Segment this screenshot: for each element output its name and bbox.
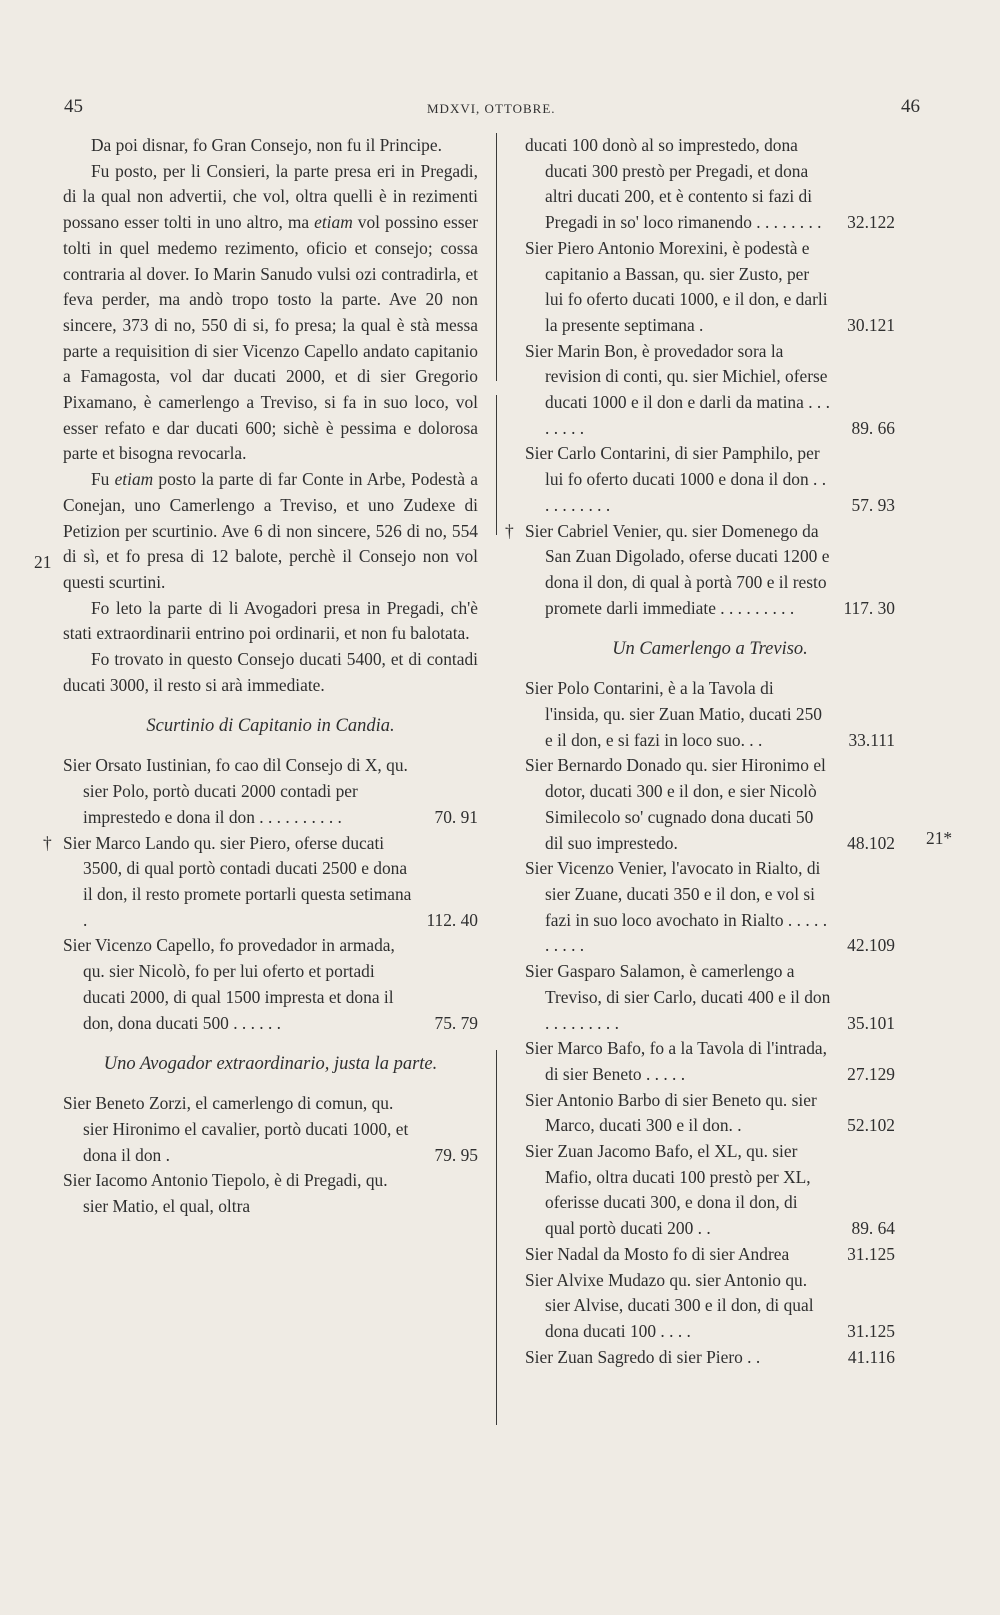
section-heading: Uno Avogador extraordinario, justa la parte.: [103, 1054, 438, 1075]
paragraph: Da poi disnar, fo Gran Consejo, non fu il Principe.: [91, 135, 442, 155]
candidate-entry: [63, 933, 478, 1036]
candidate-text: Sier Orsato Iustinian, fo cao dil Consejo di X, qu. sier Polo, portò ducati 2000 contadi per imprestedo e dona il don . . . . . . . . . .: [63, 755, 408, 827]
candidate-list: [63, 1091, 478, 1220]
vote-count: 52.102: [847, 1115, 895, 1136]
vote-count: 31.125: [847, 1320, 895, 1341]
vote-count: 117. 30: [843, 597, 895, 618]
paragraph: Fo trovato in questo Consejo ducati 5400, et di contadi ducati 3000, il resto si arà immediate.: [63, 649, 478, 695]
column-rule-upper: [496, 133, 497, 381]
left-page-number: 45: [64, 96, 83, 117]
candidate-text: ducati 100 donò al so imprestedo, dona ducati 300 prestò per Pregadi, et dona altri ducati 200, et è contento si fazi di Pregadi in so' loco rimanendo . . . . . . . .: [525, 135, 822, 233]
right-page-number: 46: [901, 96, 920, 117]
candidate-text: Sier Piero Antonio Morexini, è podestà e capitanio a Bassan, qu. sier Zusto, per lui fo oferto ducati 1000, e il don, e darli la presente septimana .: [525, 237, 828, 335]
candidate-text: Sier Polo Contarini, è a la Tavola di l'insida, qu. sier Zuan Matio, ducati 250 e il don, e si fazi in loco suo. . .: [525, 678, 822, 750]
column-rule-lower: [496, 1050, 497, 1425]
vote-count: 48.102: [847, 832, 895, 853]
margin-note-right: 21*: [926, 828, 953, 848]
candidate-entry: [63, 753, 478, 830]
candidate-text: Sier Vicenzo Capello, fo provedador in armada, qu. sier Nicolò, fo per lui oferto et portadi ducati 2000, di qual 1500 impresta et dona il don, dona ducati 500 . . . . . .: [63, 935, 395, 1033]
candidate-list: [43, 753, 478, 1036]
candidate-text: Sier Marco Lando qu. sier Piero, oferse ducati 3500, di qual portò contadi ducati 2500 e dona il don, il resto promete portarli questa setimana .: [63, 832, 412, 930]
candidate-entry: [525, 1036, 895, 1087]
candidate-list: [505, 133, 895, 621]
margin-note-left: 21: [34, 552, 52, 572]
vote-count: 33.111: [848, 729, 895, 750]
vote-count: 32.122: [847, 212, 895, 233]
page-header: [62, 96, 920, 122]
dagger-mark: †: [43, 832, 52, 853]
vote-count: 57. 93: [851, 494, 895, 515]
right-column: [505, 133, 895, 1370]
vote-count: 41.116: [847, 1346, 895, 1367]
candidate-text: Sier Marco Bafo, fo a la Tavola di l'intrada, di sier Beneto . . . . .: [525, 1038, 827, 1084]
paragraph: Fo leto la parte di li Avogadori presa in Pregadi, ch'è stati extraordinarii entrino poi ordinarii, et non fu balotata.: [63, 597, 478, 644]
section-heading: Un Camerlengo a Treviso.: [612, 639, 808, 660]
candidate-entry: [525, 1088, 895, 1139]
candidate-entry: [525, 959, 895, 1036]
candidate-entry: [63, 1091, 478, 1168]
candidate-entry: [525, 236, 895, 339]
candidate-text: Sier Carlo Contarini, di sier Pamphilo, per lui fo oferto ducati 1000 e dona il don . . . . . . . . . .: [525, 443, 827, 515]
candidate-entry: [525, 441, 895, 518]
candidate-text: Sier Gasparo Salamon, è camerlengo a Treviso, di sier Carlo, ducati 400 e il don . . . . . . . . .: [525, 961, 831, 1033]
candidate-entry: [505, 519, 895, 622]
vote-count: 70. 91: [434, 806, 478, 827]
candidate-entry: [525, 1139, 895, 1242]
candidate-entry: [525, 676, 895, 753]
candidate-text: Sier Antonio Barbo di sier Beneto qu. sier Marco, ducati 300 e il don. .: [525, 1089, 817, 1136]
candidate-entry: [43, 831, 478, 934]
running-title: MDXVI, OTTOBRE.: [427, 101, 556, 116]
vote-count: 112. 40: [426, 909, 478, 930]
candidate-text: Sier Bernardo Donado qu. sier Hironimo el dotor, ducati 300 e il don, e sier Nicolò Similecolo so' cugnado dona ducati 50 dil suo imprestedo.: [525, 755, 826, 853]
candidate-entry: [525, 1242, 895, 1268]
paragraph: Fu posto, per li Consieri, la parte presa eri in Pregadi, di la qual non advertii, che vol, oltra quelli è in rezimenti possano esser tolti in uno altro, ma etiam vol possino esser tolti in quel medemo rezimento, oficio et consejo; cossa contraria al dover. Io Marin Sanudo vulsi ozi contradirla, et feva perder, ma andò tropo tosto la parte. Ave 20 non sincere, 373 di no, 550 di si, fo presa; la qual è stà messa parte a requisition di sier Vicenzo Capello andato capitanio a Famagosta, vol dar ducati 2000, et di sier Gregorio Pixamano, è camerlengo a Treviso, si fa in suo loco, vol esser refato e dar ducati 600; sichè è pessima e dolorosa parte et bisogna revocarla.: [63, 160, 478, 464]
section-heading: Scurtinio di Capitanio in Candia.: [146, 716, 395, 737]
candidate-entry: [525, 1268, 895, 1345]
vote-count: 89. 66: [851, 417, 895, 438]
candidate-text: Sier Zuan Jacomo Bafo, el XL, qu. sier Mafio, oltra ducati 100 prestò per XL, oferisse ducati 300, e dona il don, di qual portò ducati 200 . .: [525, 1141, 811, 1239]
candidate-text: Sier Vicenzo Venier, l'avocato in Rialto, di sier Zuane, ducati 350 e il don, e vol si fazi in suo loco avochato in Rialto . . . . . . . . . .: [525, 858, 828, 956]
vote-count: 31.125: [847, 1243, 895, 1264]
vote-count: 75. 79: [434, 1012, 478, 1033]
candidate-text: Sier Zuan Sagredo di sier Piero . .: [525, 1346, 761, 1367]
candidate-entry: [525, 1345, 895, 1371]
candidate-text: Sier Beneto Zorzi, el camerlengo di comun, qu. sier Hironimo el cavalier, portò ducati 1000, et dona il don .: [63, 1093, 409, 1165]
italic-word: etiam: [314, 212, 353, 233]
candidate-text: Sier Cabriel Venier, qu. sier Domenego da San Zuan Digolado, oferse ducati 1200 e dona il don, di qual à portà 700 e il resto promete darli immediate . . . . . . . . .: [525, 520, 830, 618]
dagger-mark: †: [505, 520, 514, 541]
vote-count: 89. 64: [851, 1218, 895, 1239]
candidate-text: Sier Nadal da Mosto fo di sier Andrea: [525, 1243, 790, 1264]
candidate-text: Sier Iacomo Antonio Tiepolo, è di Pregadi, qu. sier Matio, el qual, oltra: [63, 1170, 388, 1217]
candidate-entry: [525, 753, 895, 856]
candidate-entry: [525, 339, 895, 442]
vote-count: 27.129: [847, 1063, 895, 1084]
vote-count: 42.109: [847, 935, 895, 956]
candidate-list: [525, 676, 895, 1370]
vote-count: 35.101: [847, 1012, 895, 1033]
column-rule-middle: [496, 395, 497, 535]
candidate-entry: [525, 133, 895, 236]
candidate-text: Sier Alvixe Mudazo qu. sier Antonio qu. sier Alvise, ducati 300 e il don, di qual dona ducati 100 . . . .: [525, 1269, 814, 1341]
vote-count: 30.121: [847, 314, 895, 335]
candidate-text: Sier Marin Bon, è provedador sora la revision di conti, qu. sier Michiel, oferse ducati 1000 e il don e darli da matina . . . . . . . .: [525, 340, 830, 438]
italic-word: etiam: [114, 469, 154, 490]
candidate-entry: [525, 856, 895, 959]
vote-count: 79. 95: [434, 1144, 478, 1165]
paragraph: Fu etiam posto la parte di far Conte in Arbe, Podestà a Conejan, uno Camerlengo a Treviso, et uno Zudexe di Petizion per scurtinio. Ave 6 di non sincere, 526 di no, 554 di sì, et fo presa di 12 balote, perchè il Consejo non vol questi scurtini.: [63, 469, 478, 592]
candidate-entry: [63, 1168, 478, 1219]
